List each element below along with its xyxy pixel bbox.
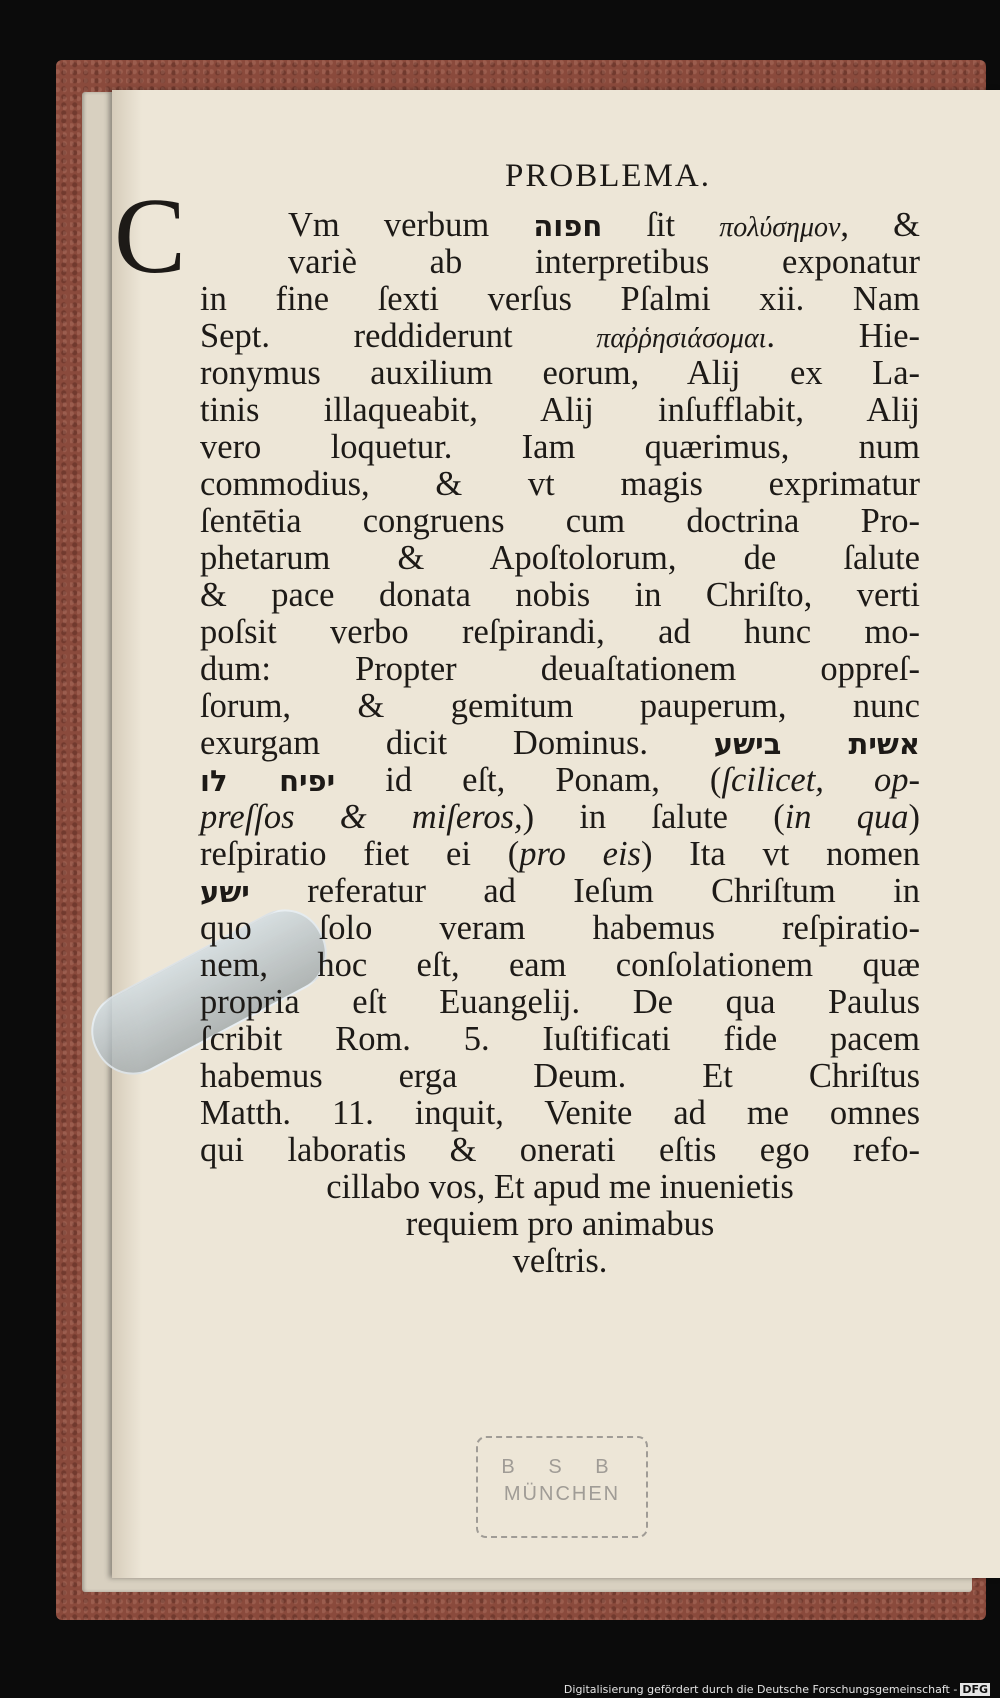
text-span: habemus erga Deum. Et Chriſtus [200,1057,920,1095]
text-span: veſtris. [512,1242,608,1280]
hebrew-text: חפוה [533,209,603,243]
dfg-logo: DFG [962,1683,988,1696]
text-line [200,1132,920,1169]
text-line [200,1021,920,1058]
stamp-line-2: MÜNCHEN [503,1483,621,1505]
text-span: Sept. reddiderunt [200,317,597,355]
text-span: nem, hoc eſt, eam conſolationem quæ [200,946,920,984]
text-span: id eſt, Ponam, ( [335,761,722,799]
text-span: tinis illaqueabit, Alij inſufflabit, Alij [200,391,920,429]
text-line [200,281,920,318]
hebrew-text: ישע [200,875,250,909]
hebrew-text: אשית בישע [713,727,921,761]
text-span: ſcilicet, op- [721,761,920,799]
greek-text: πολύσημον [719,212,841,243]
text-span: ) [908,798,920,836]
text-span: . Hie- [766,317,920,355]
text-line [200,688,920,725]
text-span: ) Ita vt nomen [640,835,920,873]
text-line [200,1058,920,1095]
text-span: variè ab interpretibus exponatur [288,243,920,281]
text-line [200,540,920,577]
text-span: quo ſolo veram habemus reſpiratio- [200,909,920,947]
text-line [200,984,920,1021]
text-line [200,1169,920,1206]
text-span: ronymus auxilium eorum, Alij ex La- [200,354,920,392]
text-span: commodius, & vt magis exprimatur [200,465,920,503]
text-span: cillabo vos, Et apud me inuenietis [326,1168,794,1206]
text-span: dum: Propter deuaſtationem oppreſ- [200,650,920,688]
text-line [200,207,920,244]
text-span: referatur ad Ieſum Chriſtum in [249,872,920,910]
text-span: ſorum, & gemitum pauperum, nunc [200,687,920,725]
text-span: exurgam dicit Dominus. [200,724,714,762]
text-line [200,429,920,466]
text-line [200,836,920,873]
text-line [200,651,920,688]
text-block [200,153,920,1280]
text-line [200,910,920,947]
text-line [200,244,920,281]
text-span: & pace donata nobis in Chriſto, verti [200,576,920,614]
text-span: preſſos & miſeros, [200,798,523,836]
text-span: ) in ſalute ( [522,798,785,836]
text-span: in qua [784,798,909,836]
text-line [200,762,920,799]
text-line [200,725,920,762]
hebrew-text: יפיח לו [200,764,336,798]
text-line [200,1243,920,1280]
text-line [200,577,920,614]
text-line [200,799,920,836]
text-line [200,466,920,503]
text-line [200,873,920,910]
text-span: in fine ſexti verſus Pſalmi xii. Nam [200,280,920,318]
page-title: PROBLEMA. [505,158,711,194]
footer-credit [564,1683,990,1696]
text-line [200,392,920,429]
text-span: vero loquetur. Iam quærimus, num [200,428,920,466]
text-span: reſpiratio fiet ei ( [200,835,520,873]
text-line [200,1206,920,1243]
stamp-line-1: B S B [501,1456,623,1478]
text-line [200,947,920,984]
text-span: Vm verbum [288,206,534,244]
text-span: poſsit verbo reſpirandi, ad hunc mo- [200,613,920,651]
text-span: ſcribit Rom. 5. Iuſtificati fide pacem [200,1020,920,1058]
text-line [200,503,920,540]
text-span: ſentētia congruens cum doctrina Pro- [200,502,920,540]
text-span: ſit [602,206,720,244]
text-line [200,318,920,355]
library-stamp [476,1436,648,1538]
text-span: phetarum & Apoſtolorum, de ſalute [200,539,920,577]
text-span: requiem pro animabus [405,1205,715,1243]
text-span: , & [840,206,920,244]
text-line [200,614,920,651]
greek-text: παῤῥησιάσομαι [596,323,767,354]
text-line [200,355,920,392]
text-span: Matth. 11. inquit, Venite ad me omnes [200,1094,920,1132]
body-text [200,207,920,1280]
text-span: pro eis [519,835,641,873]
drop-cap: C [114,177,187,296]
text-span: qui laboratis & onerati eſtis ego refo- [200,1131,920,1169]
text-line [200,1095,920,1132]
footer-text: Digitalisierung gefördert durch die Deutsche Forschungsgemeinschaft - [563,1683,958,1696]
text-span: propria eſt Euangelij. De qua Paulus [200,983,920,1021]
